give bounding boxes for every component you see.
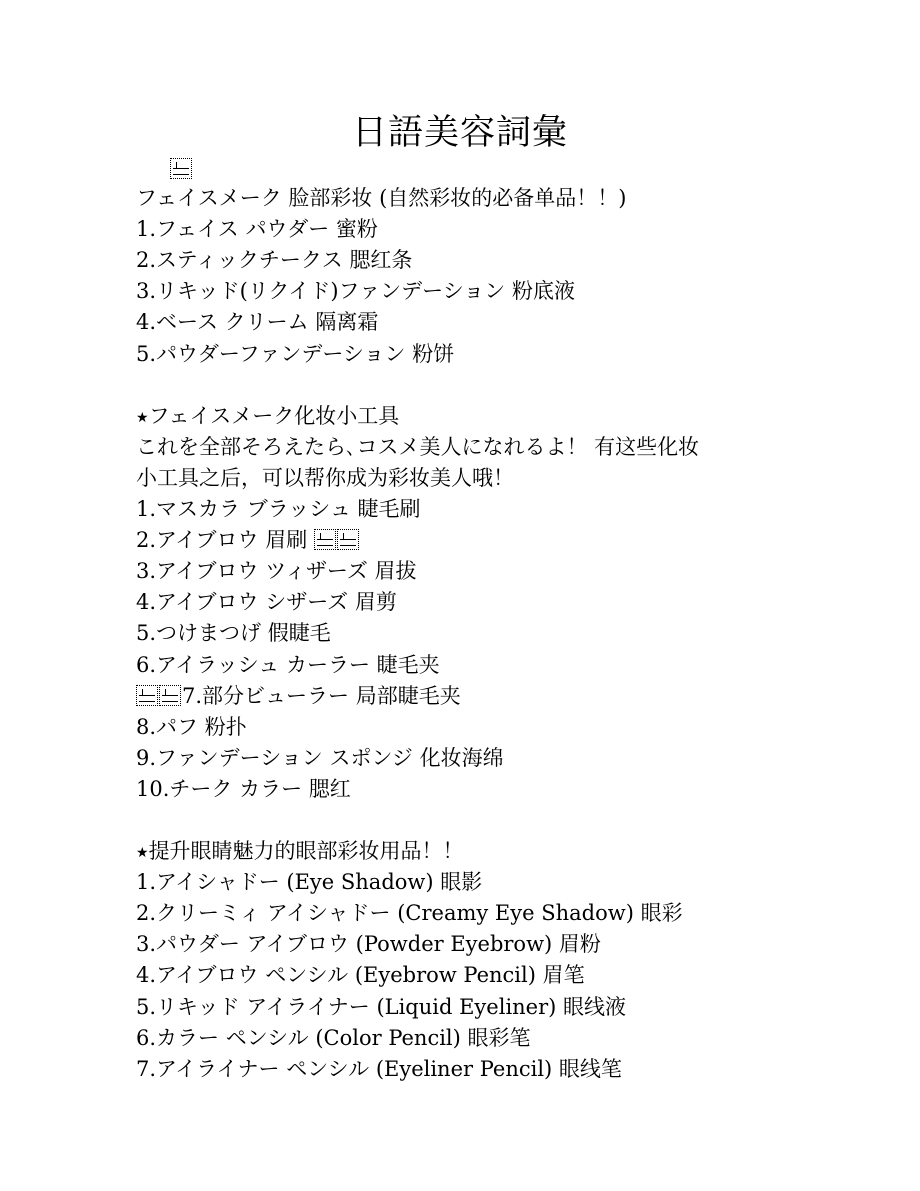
- blank-line: [136, 805, 816, 836]
- list-item-text: 2.アイブロウ 眉刷: [136, 528, 314, 553]
- list-item: 9.ファンデーション スポンジ 化妆海绵: [136, 745, 504, 770]
- document-body: [136, 152, 816, 1085]
- document-title: 日語美容詞彙: [351, 113, 568, 153]
- face-makeup-heading: フェイスメーク 脸部彩妆 (自然彩妆的必备单品！！): [136, 186, 627, 211]
- face-makeup-section: [136, 183, 816, 370]
- eye-makeup-heading: [136, 836, 816, 867]
- eye-makeup-section: [136, 836, 816, 1085]
- makeup-tools-intro-line-2: 小工具之后，可以帮你成为彩妆美人哦！: [136, 465, 514, 490]
- list-item-text: 7.部分ビューラー 局部睫毛夹: [182, 683, 461, 708]
- star-icon: ★: [136, 409, 149, 426]
- line-separator-icon: [314, 529, 336, 550]
- list-item: 2.クリーミィ アイシャドー (Creamy Eye Shadow) 眼彩: [136, 901, 683, 926]
- list-item: [136, 525, 816, 556]
- list-item: 6.アイラッシュ カーラー 睫毛夹: [136, 652, 440, 677]
- list-item: 6.カラー ペンシル (Color Pencil) 眼彩笔: [136, 1025, 531, 1050]
- list-item: 1.アイシャドー (Eye Shadow) 眼影: [136, 870, 483, 895]
- line-separator-icon: [159, 685, 181, 706]
- makeup-tools-section: [136, 401, 816, 805]
- list-item: 3.アイブロウ ツィザーズ 眉拔: [136, 559, 417, 584]
- makeup-tools-heading: [136, 401, 816, 432]
- list-item: 4.ベース クリーム 隔离霜: [136, 310, 379, 335]
- list-item: 4.アイブロウ ペンシル (Eyebrow Pencil) 眉笔: [136, 963, 585, 988]
- line-separator-row: [136, 152, 816, 183]
- list-item: 4.アイブロウ シザーズ 眉剪: [136, 590, 397, 615]
- list-item: 5.つけまつげ 假睫毛: [136, 621, 331, 646]
- list-item: 8.パフ 粉扑: [136, 714, 247, 739]
- line-separator-icon: [337, 529, 359, 550]
- list-item: 1.マスカラ ブラッシュ 睫毛刷: [136, 497, 421, 522]
- list-item: 10.チーク カラー 腮红: [136, 776, 351, 801]
- line-separator-icon: [170, 158, 192, 179]
- line-separator-icon: [136, 685, 158, 706]
- list-item: 3.リキッド(リクイド)ファンデーション 粉底液: [136, 279, 575, 304]
- makeup-tools-heading-text: フェイスメーク化妆小工具: [148, 403, 400, 428]
- list-item: 5.リキッド アイライナー (Liquid Eyeliner) 眼线液: [136, 994, 627, 1019]
- blank-line: [136, 370, 816, 401]
- list-item: [136, 681, 816, 712]
- list-item: 5.パウダーファンデーション 粉饼: [136, 341, 455, 366]
- star-icon: ★: [136, 845, 149, 862]
- list-item: 3.パウダー アイブロウ (Powder Eyebrow) 眉粉: [136, 932, 601, 957]
- makeup-tools-intro-line-1: これを全部そろえたら､コスメ美人になれるよ！ 有这些化妆: [136, 434, 700, 459]
- eye-makeup-heading-text: 提升眼睛魅力的眼部彩妆用品！！: [148, 839, 464, 864]
- list-item: 1.フェイス パウダー 蜜粉: [136, 217, 378, 242]
- list-item: 7.アイライナー ペンシル (Eyeliner Pencil) 眼线笔: [136, 1056, 622, 1081]
- list-item: 2.スティックチークス 腮红条: [136, 248, 413, 273]
